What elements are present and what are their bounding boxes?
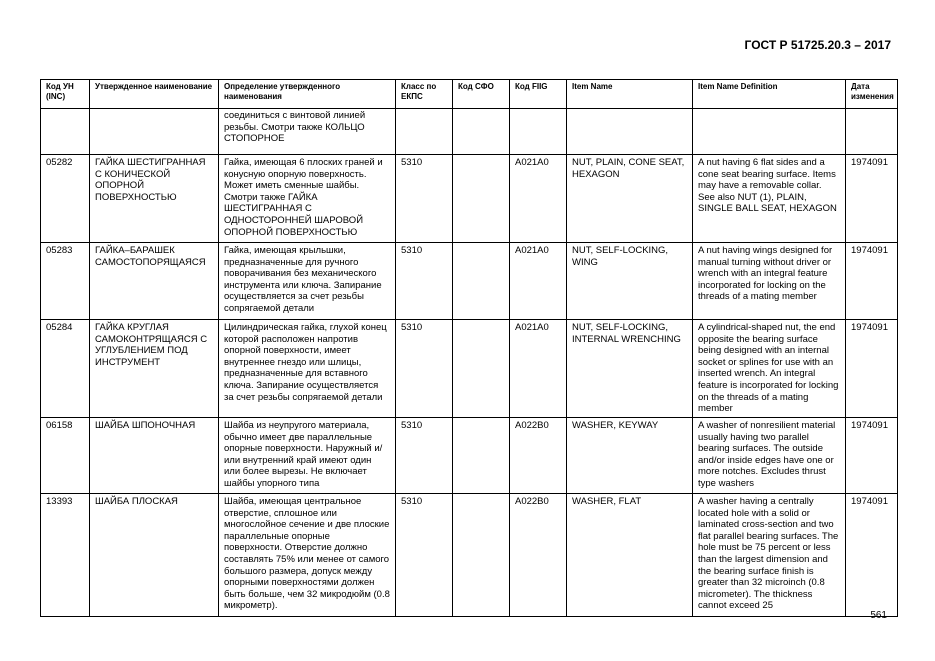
cell-name: ШАЙБА ПЛОСКАЯ [90,494,219,617]
cell-sfo [453,494,510,617]
cell-item-definition [693,109,846,155]
table-row [41,320,898,418]
cell-sfo [453,320,510,418]
cell-definition: Шайба, имеющая центральное отверстие, сплошное или многослойное сечение и две плоские параллельные опорные поверхности. Отверстие должно составлять 75% или менее от самого большого размера, допуск между опорными поверхностями должен быть больше, чем 32 микродюйм (0.8 микрометр). [219,494,396,617]
header-item-name: Item Name [567,80,693,109]
table-row [41,109,898,155]
table-row [41,418,898,494]
cell-inc: 06158 [41,418,90,494]
cell-fiig: A021A0 [510,243,567,320]
cell-inc [41,109,90,155]
header-inc: Код УН (INC) [41,80,90,109]
table-header-row [41,80,898,109]
cell-sfo [453,109,510,155]
cell-date: 1974091 [846,155,898,243]
header-ekps: Класс по ЕКПС [396,80,453,109]
cell-inc: 05284 [41,320,90,418]
cell-name: ГАЙКА КРУГЛАЯ САМОКОНТРЯЩАЯСЯ С УГЛУБЛЕНИЕМ ПОД ИНСТРУМЕНТ [90,320,219,418]
table-row [41,155,898,243]
cell-item-name [567,109,693,155]
cell-item-name: WASHER, KEYWAY [567,418,693,494]
cell-name: ГАЙКА–БАРАШЕК САМОСТОПОРЯЩАЯСЯ [90,243,219,320]
cell-ekps: 5310 [396,320,453,418]
cell-inc: 05283 [41,243,90,320]
cell-ekps: 5310 [396,243,453,320]
cell-fiig: A021A0 [510,155,567,243]
cell-name: ШАЙБА ШПОНОЧНАЯ [90,418,219,494]
cell-date: 1974091 [846,243,898,320]
cell-date: 1974091 [846,494,898,617]
cell-ekps: 5310 [396,155,453,243]
header-date: Дата изменения [846,80,898,109]
cell-date: 1974091 [846,418,898,494]
cell-sfo [453,155,510,243]
cell-date: 1974091 [846,320,898,418]
page-number: 561 [870,610,887,621]
cell-fiig: A021A0 [510,320,567,418]
header-definition: Определение утвержденного наименования [219,80,396,109]
cell-definition: Цилиндрическая гайка, глухой конец которой расположен напротив опорной поверхности, имеет внутреннее гнездо или шлицы, предназначенные для вставного ключа. Запирание осуществляется за счет резьбы сопрягаемой детали [219,320,396,418]
cell-name [90,109,219,155]
cell-definition: Шайба из неупругого материала, обычно имеет две параллельные опорные поверхности. Наружный и/или внутренний край имеют один или более вырезы. Не включает шайбы упорного типа [219,418,396,494]
cell-fiig [510,109,567,155]
cell-item-name: NUT, SELF-LOCKING, INTERNAL WRENCHING [567,320,693,418]
cell-item-name: NUT, PLAIN, CONE SEAT, HEXAGON [567,155,693,243]
cell-item-definition: A cylindrical-shaped nut, the end opposite the bearing surface being designed with an internal socket or splines for use with an inserted wrench. An integral feature is incorporated for locking on the threads of a mating member [693,320,846,418]
cell-item-name: WASHER, FLAT [567,494,693,617]
cell-definition: Гайка, имеющая крыльшки, предназначенные для ручного поворачивания без механического инструмента или ключа. Запирание осуществляется за счет резьбы сопрягаемой детали [219,243,396,320]
cell-ekps: 5310 [396,494,453,617]
cell-item-definition: A washer of nonresilient material usually having two parallel bearing surfaces. The outside and/or inside edges have one or more notches. Excludes thrust type washers [693,418,846,494]
cell-item-definition: A washer having a centrally located hole with a solid or laminated cross-section and two flat parallel bearing surfaces. The hole must be 75 percent or less than the largest dimension and the bearing surface finish is greater than 32 microinch (0.8 micrometer). The thickness cannot exceed 25 [693,494,846,617]
cell-definition: Гайка, имеющая 6 плоских граней и конусную опорную поверхность. Может иметь сменные шайбы. Смотри также ГАЙКА ШЕСТИГРАННАЯ С ОДНОСТОРОННЕЙ ШАРОВОЙ ОПОРНОЙ ПОВЕРХНОСТЬЮ [219,155,396,243]
header-fiig: Код FIIG [510,80,567,109]
cell-ekps [396,109,453,155]
cell-sfo [453,243,510,320]
cell-inc: 13393 [41,494,90,617]
cell-fiig: A022B0 [510,418,567,494]
cell-ekps: 5310 [396,418,453,494]
cell-item-definition: A nut having wings designed for manual turning without driver or wrench with an integral feature incorporated for locking on the threads of a mating member [693,243,846,320]
cell-sfo [453,418,510,494]
cell-item-definition: A nut having 6 flat sides and a cone seat bearing surface. Items may have a removable collar. See also NUT (1), PLAIN, SINGLE BALL SEAT, HEXAGON [693,155,846,243]
item-names-table [40,79,898,617]
document-title: ГОСТ Р 51725.20.3 – 2017 [744,38,891,52]
cell-name: ГАЙКА ШЕСТИГРАННАЯ С КОНИЧЕСКОЙ ОПОРНОЙ ПОВЕРХНОСТЬЮ [90,155,219,243]
cell-inc: 05282 [41,155,90,243]
header-item-definition: Item Name Definition [693,80,846,109]
table-row [41,494,898,617]
cell-item-name: NUT, SELF-LOCKING, WING [567,243,693,320]
cell-fiig: A022B0 [510,494,567,617]
header-sfo: Код СФО [453,80,510,109]
header-name: Утвержденное наименование [90,80,219,109]
cell-date [846,109,898,155]
cell-definition: соединиться с винтовой линией резьбы. Смотри также КОЛЬЦО СТОПОРНОЕ [219,109,396,155]
table-row [41,243,898,320]
